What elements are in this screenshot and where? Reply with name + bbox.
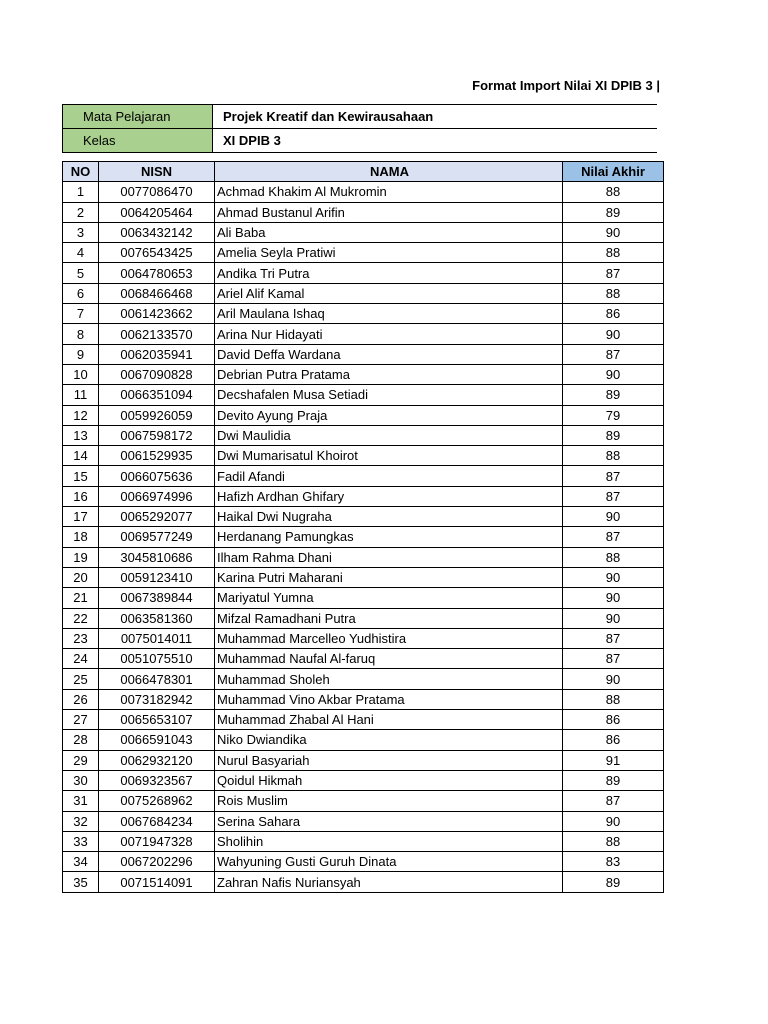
cell-nama[interactable]: Ilham Rahma Dhani bbox=[215, 547, 563, 567]
table-row bbox=[63, 486, 664, 506]
cell-nilai-akhir[interactable]: 88 bbox=[563, 283, 664, 303]
cell-nama[interactable]: Haikal Dwi Nugraha bbox=[215, 507, 563, 527]
table-row bbox=[63, 466, 664, 486]
grades-table-body bbox=[63, 182, 664, 892]
cell-nilai-akhir[interactable]: 90 bbox=[563, 811, 664, 831]
cell-nilai-akhir[interactable]: 87 bbox=[563, 527, 664, 547]
cell-nama[interactable]: Zahran Nafis Nuriansyah bbox=[215, 872, 563, 892]
table-row bbox=[63, 344, 664, 364]
cell-no: 20 bbox=[63, 567, 99, 587]
cell-no: 14 bbox=[63, 446, 99, 466]
cell-nilai-akhir[interactable]: 88 bbox=[563, 831, 664, 851]
cell-nilai-akhir[interactable]: 90 bbox=[563, 364, 664, 384]
table-row bbox=[63, 710, 664, 730]
cell-nisn[interactable]: 3045810686 bbox=[99, 547, 215, 567]
cell-nama[interactable]: Ariel Alif Kamal bbox=[215, 283, 563, 303]
cell-nama[interactable]: Muhammad Naufal Al-faruq bbox=[215, 649, 563, 669]
table-row bbox=[63, 628, 664, 648]
cell-nilai-akhir[interactable]: 86 bbox=[563, 710, 664, 730]
cell-nama[interactable]: Wahyuning Gusti Guruh Dinata bbox=[215, 852, 563, 872]
table-row bbox=[63, 385, 664, 405]
cell-no: 31 bbox=[63, 791, 99, 811]
cell-nisn[interactable]: 0067389844 bbox=[99, 588, 215, 608]
table-row bbox=[63, 608, 664, 628]
cell-no: 32 bbox=[63, 811, 99, 831]
cell-nilai-akhir[interactable]: 90 bbox=[563, 324, 664, 344]
cell-nama[interactable]: Qoidul Hikmah bbox=[215, 770, 563, 790]
table-row bbox=[63, 588, 664, 608]
table-row bbox=[63, 222, 664, 242]
cell-no: 2 bbox=[63, 202, 99, 222]
cell-nisn[interactable]: 0073182942 bbox=[99, 689, 215, 709]
cell-nama[interactable]: Devito Ayung Praja bbox=[215, 405, 563, 425]
cell-nilai-akhir[interactable]: 83 bbox=[563, 852, 664, 872]
cell-no: 35 bbox=[63, 872, 99, 892]
header-nisn: NISN bbox=[99, 162, 215, 182]
cell-no: 24 bbox=[63, 649, 99, 669]
cell-nisn[interactable]: 0059926059 bbox=[99, 405, 215, 425]
cell-nama[interactable]: Hafizh Ardhan Ghifary bbox=[215, 486, 563, 506]
cell-nilai-akhir[interactable]: 90 bbox=[563, 567, 664, 587]
header-no: NO bbox=[63, 162, 99, 182]
cell-no: 27 bbox=[63, 710, 99, 730]
cell-nisn[interactable]: 0061423662 bbox=[99, 304, 215, 324]
cell-no: 29 bbox=[63, 750, 99, 770]
table-row bbox=[63, 649, 664, 669]
cell-nama[interactable]: Ahmad Bustanul Arifin bbox=[215, 202, 563, 222]
header-nama: NAMA bbox=[215, 162, 563, 182]
cell-nilai-akhir[interactable]: 87 bbox=[563, 649, 664, 669]
cell-nilai-akhir[interactable]: 87 bbox=[563, 466, 664, 486]
cell-nisn[interactable]: 0066075636 bbox=[99, 466, 215, 486]
cell-no: 17 bbox=[63, 507, 99, 527]
cell-nisn[interactable]: 0062133570 bbox=[99, 324, 215, 344]
table-row bbox=[63, 425, 664, 445]
cell-nama[interactable]: Ali Baba bbox=[215, 222, 563, 242]
cell-nilai-akhir[interactable]: 88 bbox=[563, 182, 664, 202]
class-label: Kelas bbox=[63, 129, 213, 153]
cell-nama[interactable]: Nurul Basyariah bbox=[215, 750, 563, 770]
cell-nama[interactable]: Muhammad Sholeh bbox=[215, 669, 563, 689]
cell-nisn[interactable]: 0071514091 bbox=[99, 872, 215, 892]
cell-no: 18 bbox=[63, 527, 99, 547]
cell-nisn[interactable]: 0067598172 bbox=[99, 425, 215, 445]
cell-no: 15 bbox=[63, 466, 99, 486]
subject-label: Mata Pelajaran bbox=[63, 105, 213, 129]
cell-nisn[interactable]: 0063432142 bbox=[99, 222, 215, 242]
table-row bbox=[63, 182, 664, 202]
cell-no: 21 bbox=[63, 588, 99, 608]
header-nilai-akhir: Nilai Akhir bbox=[563, 162, 664, 182]
cell-nisn[interactable]: 0075268962 bbox=[99, 791, 215, 811]
table-row bbox=[63, 283, 664, 303]
cell-nilai-akhir[interactable]: 90 bbox=[563, 608, 664, 628]
cell-nama[interactable]: Karina Putri Maharani bbox=[215, 567, 563, 587]
cell-nilai-akhir[interactable]: 90 bbox=[563, 222, 664, 242]
cell-nama[interactable]: Rois Muslim bbox=[215, 791, 563, 811]
cell-nama[interactable]: Muhammad Marcelleo Yudhistira bbox=[215, 628, 563, 648]
cell-nama[interactable]: Dwi Mumarisatul Khoirot bbox=[215, 446, 563, 466]
subject-value[interactable]: Projek Kreatif dan Kewirausahaan bbox=[213, 105, 657, 129]
cell-nisn[interactable]: 0066974996 bbox=[99, 486, 215, 506]
cell-nisn[interactable]: 0064205464 bbox=[99, 202, 215, 222]
cell-nilai-akhir[interactable]: 88 bbox=[563, 689, 664, 709]
cell-no: 4 bbox=[63, 243, 99, 263]
cell-no: 7 bbox=[63, 304, 99, 324]
cell-nisn[interactable]: 0062932120 bbox=[99, 750, 215, 770]
cell-nama[interactable]: Muhammad Vino Akbar Pratama bbox=[215, 689, 563, 709]
table-row bbox=[63, 364, 664, 384]
table-header-row bbox=[63, 162, 664, 182]
cell-nilai-akhir[interactable]: 86 bbox=[563, 304, 664, 324]
table-row bbox=[63, 689, 664, 709]
cell-no: 19 bbox=[63, 547, 99, 567]
cell-nama[interactable]: Dwi Maulidia bbox=[215, 425, 563, 445]
cell-nisn[interactable]: 0062035941 bbox=[99, 344, 215, 364]
cell-nama[interactable]: Aril Maulana Ishaq bbox=[215, 304, 563, 324]
cell-nama[interactable]: Niko Dwiandika bbox=[215, 730, 563, 750]
cell-nilai-akhir[interactable]: 88 bbox=[563, 446, 664, 466]
cell-nisn[interactable]: 0066351094 bbox=[99, 385, 215, 405]
cell-no: 13 bbox=[63, 425, 99, 445]
cell-nisn[interactable]: 0071947328 bbox=[99, 831, 215, 851]
cell-nilai-akhir[interactable]: 79 bbox=[563, 405, 664, 425]
cell-no: 3 bbox=[63, 222, 99, 242]
cell-nilai-akhir[interactable]: 87 bbox=[563, 791, 664, 811]
cell-no: 10 bbox=[63, 364, 99, 384]
cell-nisn[interactable]: 0067090828 bbox=[99, 364, 215, 384]
cell-nisn[interactable]: 0067202296 bbox=[99, 852, 215, 872]
cell-nilai-akhir[interactable]: 89 bbox=[563, 202, 664, 222]
cell-nilai-akhir[interactable]: 91 bbox=[563, 750, 664, 770]
table-row bbox=[63, 811, 664, 831]
table-row bbox=[63, 791, 664, 811]
cell-nama[interactable]: Arina Nur Hidayati bbox=[215, 324, 563, 344]
cell-nisn[interactable]: 0063581360 bbox=[99, 608, 215, 628]
table-row bbox=[63, 750, 664, 770]
cell-nama[interactable]: Serina Sahara bbox=[215, 811, 563, 831]
cell-nisn[interactable]: 0076543425 bbox=[99, 243, 215, 263]
cell-nisn[interactable]: 0064780653 bbox=[99, 263, 215, 283]
table-row bbox=[63, 770, 664, 790]
cell-no: 25 bbox=[63, 669, 99, 689]
cell-nilai-akhir[interactable]: 87 bbox=[563, 263, 664, 283]
grades-table bbox=[62, 161, 664, 893]
cell-nisn[interactable]: 0069323567 bbox=[99, 770, 215, 790]
table-row bbox=[63, 852, 664, 872]
cell-nama[interactable]: Amelia Seyla Pratiwi bbox=[215, 243, 563, 263]
cell-no: 5 bbox=[63, 263, 99, 283]
table-row bbox=[63, 527, 664, 547]
table-row bbox=[63, 872, 664, 892]
cell-nama[interactable]: Fadil Afandi bbox=[215, 466, 563, 486]
cell-nisn[interactable]: 0065653107 bbox=[99, 710, 215, 730]
subject-row bbox=[63, 105, 657, 129]
cell-no: 34 bbox=[63, 852, 99, 872]
cell-nama[interactable]: Achmad Khakim Al Mukromin bbox=[215, 182, 563, 202]
class-value[interactable]: XI DPIB 3 bbox=[213, 129, 657, 153]
cell-nilai-akhir[interactable]: 86 bbox=[563, 730, 664, 750]
cell-no: 33 bbox=[63, 831, 99, 851]
cell-no: 8 bbox=[63, 324, 99, 344]
table-row bbox=[63, 243, 664, 263]
table-row bbox=[63, 405, 664, 425]
cell-nisn[interactable]: 0051075510 bbox=[99, 649, 215, 669]
subject-info-table bbox=[62, 104, 657, 153]
cell-no: 30 bbox=[63, 770, 99, 790]
cell-no: 28 bbox=[63, 730, 99, 750]
cell-nilai-akhir[interactable]: 89 bbox=[563, 872, 664, 892]
cell-nilai-akhir[interactable]: 87 bbox=[563, 344, 664, 364]
cell-nilai-akhir[interactable]: 89 bbox=[563, 770, 664, 790]
cell-nisn[interactable]: 0067684234 bbox=[99, 811, 215, 831]
cell-nilai-akhir[interactable]: 90 bbox=[563, 669, 664, 689]
cell-nilai-akhir[interactable]: 89 bbox=[563, 385, 664, 405]
cell-nisn[interactable]: 0065292077 bbox=[99, 507, 215, 527]
cell-nilai-akhir[interactable]: 88 bbox=[563, 547, 664, 567]
cell-nisn[interactable]: 0059123410 bbox=[99, 567, 215, 587]
cell-nilai-akhir[interactable]: 90 bbox=[563, 588, 664, 608]
cell-nisn[interactable]: 0066591043 bbox=[99, 730, 215, 750]
cell-nilai-akhir[interactable]: 87 bbox=[563, 628, 664, 648]
table-row bbox=[63, 567, 664, 587]
cell-no: 9 bbox=[63, 344, 99, 364]
cell-nama[interactable]: Muhammad Zhabal Al Hani bbox=[215, 710, 563, 730]
cell-nama[interactable]: Sholihin bbox=[215, 831, 563, 851]
cell-nama[interactable]: Andika Tri Putra bbox=[215, 263, 563, 283]
cell-nama[interactable]: Debrian Putra Pratama bbox=[215, 364, 563, 384]
cell-nilai-akhir[interactable]: 89 bbox=[563, 425, 664, 445]
cell-nilai-akhir[interactable]: 90 bbox=[563, 507, 664, 527]
cell-nama[interactable]: David Deffa Wardana bbox=[215, 344, 563, 364]
cell-nama[interactable]: Mifzal Ramadhani Putra bbox=[215, 608, 563, 628]
class-row bbox=[63, 129, 657, 153]
table-row bbox=[63, 507, 664, 527]
cell-nisn[interactable]: 0066478301 bbox=[99, 669, 215, 689]
cell-nisn[interactable]: 0075014011 bbox=[99, 628, 215, 648]
table-row bbox=[63, 831, 664, 851]
table-row bbox=[63, 263, 664, 283]
cell-no: 12 bbox=[63, 405, 99, 425]
cell-no: 11 bbox=[63, 385, 99, 405]
cell-nisn[interactable]: 0068466468 bbox=[99, 283, 215, 303]
table-row bbox=[63, 669, 664, 689]
table-row bbox=[63, 547, 664, 567]
table-row bbox=[63, 202, 664, 222]
cell-no: 26 bbox=[63, 689, 99, 709]
cell-nisn[interactable]: 0077086470 bbox=[99, 182, 215, 202]
table-row bbox=[63, 304, 664, 324]
cell-nilai-akhir[interactable]: 88 bbox=[563, 243, 664, 263]
cell-nama[interactable]: Decshafalen Musa Setiadi bbox=[215, 385, 563, 405]
cell-no: 1 bbox=[63, 182, 99, 202]
cell-no: 23 bbox=[63, 628, 99, 648]
cell-no: 22 bbox=[63, 608, 99, 628]
document-title: Format Import Nilai XI DPIB 3 | bbox=[472, 78, 660, 93]
cell-no: 6 bbox=[63, 283, 99, 303]
table-row bbox=[63, 446, 664, 466]
cell-nama[interactable]: Herdanang Pamungkas bbox=[215, 527, 563, 547]
cell-nama[interactable]: Mariyatul Yumna bbox=[215, 588, 563, 608]
cell-nisn[interactable]: 0061529935 bbox=[99, 446, 215, 466]
table-row bbox=[63, 324, 664, 344]
cell-nisn[interactable]: 0069577249 bbox=[99, 527, 215, 547]
cell-no: 16 bbox=[63, 486, 99, 506]
cell-nilai-akhir[interactable]: 87 bbox=[563, 486, 664, 506]
table-row bbox=[63, 730, 664, 750]
